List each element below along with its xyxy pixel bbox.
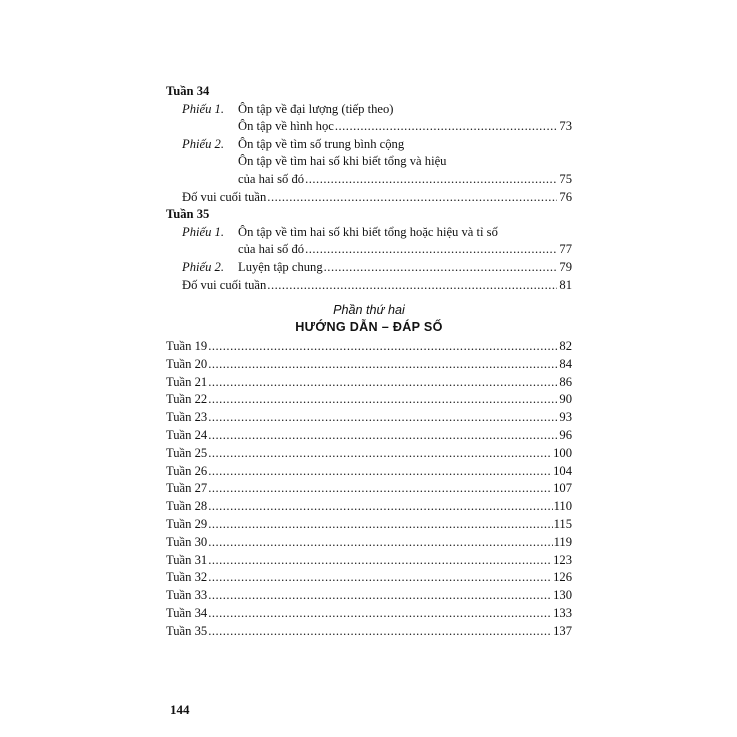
dot-leader (208, 409, 557, 427)
sheet-label: Phiếu 1. (182, 101, 224, 116)
dot-leader (305, 241, 557, 259)
dot-leader (335, 118, 557, 136)
answer-page-number: 82 (559, 339, 572, 353)
dot-leader (208, 552, 552, 570)
answer-week: Tuần 28 (166, 499, 208, 514)
answer-row (166, 338, 572, 356)
dot-leader (208, 427, 557, 445)
week-heading-34: Tuần 34 (166, 84, 210, 98)
dot-leader (208, 391, 557, 409)
dot-leader (208, 623, 552, 641)
answer-page-number: 137 (553, 623, 572, 638)
entry-text: Ôn tập về tìm số trung bình cộng (238, 136, 405, 151)
answer-row (166, 463, 572, 481)
answer-week: Tuần 31 (166, 552, 208, 567)
answer-page-number: 126 (553, 570, 572, 585)
answer-row (166, 534, 572, 552)
answer-page-number: 115 (553, 516, 572, 531)
entry-text: Ôn tập về hình học (238, 119, 334, 134)
answer-row (166, 516, 572, 534)
answer-page-number: 123 (553, 552, 572, 567)
answer-row (166, 605, 572, 623)
answer-week: Tuần 23 (166, 410, 208, 425)
dot-leader (305, 171, 557, 189)
answer-week: Tuần 32 (166, 570, 208, 585)
answer-page-number: 100 (553, 445, 572, 460)
entry-page-number: 81 (559, 277, 572, 292)
answer-row (166, 480, 572, 498)
answer-row (166, 587, 572, 605)
answer-page-number: 96 (559, 427, 572, 442)
part-two-label: Phần thứ hai (333, 303, 405, 317)
answer-page-number: 104 (553, 463, 572, 478)
answer-page-number: 107 (553, 481, 572, 496)
dot-leader (208, 445, 552, 463)
answer-page-number: 90 (559, 392, 572, 407)
answer-week: Tuần 27 (166, 481, 208, 496)
toc-entry (166, 277, 572, 295)
toc-entry (166, 101, 572, 119)
answer-page-number: 133 (553, 605, 572, 620)
answer-week: Tuần 30 (166, 534, 208, 549)
entry-page-number: 77 (559, 242, 572, 257)
toc-entry (166, 259, 572, 277)
answer-row (166, 409, 572, 427)
sheet-label: Phiếu 2. (182, 259, 224, 274)
dot-leader (208, 480, 552, 498)
toc-entry (166, 189, 572, 207)
sheet-label: Phiếu 1. (182, 224, 224, 239)
dot-leader (324, 259, 557, 277)
answer-week: Tuần 29 (166, 516, 208, 531)
weekend-quiz-text: Đố vui cuối tuần (182, 277, 267, 292)
answer-week: Tuần 24 (166, 427, 208, 442)
dot-leader (208, 516, 552, 534)
toc-entry (166, 118, 572, 136)
toc-entry (166, 171, 572, 189)
toc-entry (166, 224, 572, 242)
toc-entry (166, 136, 572, 154)
answer-page-number: 110 (553, 499, 572, 514)
answers-list (166, 338, 572, 641)
answer-week: Tuần 20 (166, 356, 208, 371)
dot-leader (208, 605, 552, 623)
dot-leader (267, 189, 557, 207)
dot-leader (208, 338, 557, 356)
entry-text: của hai số đó (238, 171, 305, 186)
answer-row (166, 498, 572, 516)
toc-entry (166, 153, 572, 171)
dot-leader (208, 356, 557, 374)
answer-row (166, 569, 572, 587)
answer-week: Tuần 19 (166, 339, 208, 353)
week-heading-35: Tuần 35 (166, 207, 210, 222)
answer-week: Tuần 21 (166, 374, 208, 389)
entry-page-number: 76 (559, 189, 572, 204)
answer-week: Tuần 26 (166, 463, 208, 478)
answer-week: Tuần 35 (166, 623, 208, 638)
answer-row (166, 374, 572, 392)
table-of-contents-top (166, 83, 572, 294)
dot-leader (208, 587, 552, 605)
entry-text: Ôn tập về tìm hai số khi biết tổng và hiệu (238, 154, 447, 169)
page-number: 144 (170, 702, 190, 717)
entry-text: Ôn tập về tìm hai số khi biết tổng hoặc hiệu và tỉ số (238, 224, 498, 239)
answer-row (166, 356, 572, 374)
entry-text: Ôn tập về đại lượng (tiếp theo) (238, 101, 394, 116)
dot-leader (208, 374, 557, 392)
answer-week: Tuần 22 (166, 392, 208, 407)
dot-leader (208, 534, 552, 552)
answer-week: Tuần 33 (166, 588, 208, 603)
answer-page-number: 119 (553, 534, 572, 549)
entry-page-number: 73 (559, 119, 572, 134)
dot-leader (267, 277, 557, 295)
sheet-label: Phiếu 2. (182, 136, 224, 151)
answer-row (166, 552, 572, 570)
entry-text: Luyện tập chung (238, 259, 323, 274)
answer-row (166, 427, 572, 445)
answer-row (166, 445, 572, 463)
toc-entry (166, 241, 572, 259)
entry-text: của hai số đó (238, 242, 305, 257)
dot-leader (208, 463, 552, 481)
answer-week: Tuần 34 (166, 605, 208, 620)
part-two-title: HƯỚNG DẪN – ĐÁP SỐ (295, 320, 443, 334)
answer-page-number: 86 (559, 374, 572, 389)
answer-page-number: 93 (559, 410, 572, 425)
dot-leader (208, 569, 552, 587)
answer-row (166, 391, 572, 409)
answer-week: Tuần 25 (166, 445, 208, 460)
weekend-quiz-text: Đố vui cuối tuần (182, 189, 267, 204)
dot-leader (208, 498, 552, 516)
answer-row (166, 623, 572, 641)
answer-page-number: 84 (559, 356, 572, 371)
entry-page-number: 75 (559, 171, 572, 186)
answer-page-number: 130 (553, 588, 572, 603)
entry-page-number: 79 (559, 259, 572, 274)
